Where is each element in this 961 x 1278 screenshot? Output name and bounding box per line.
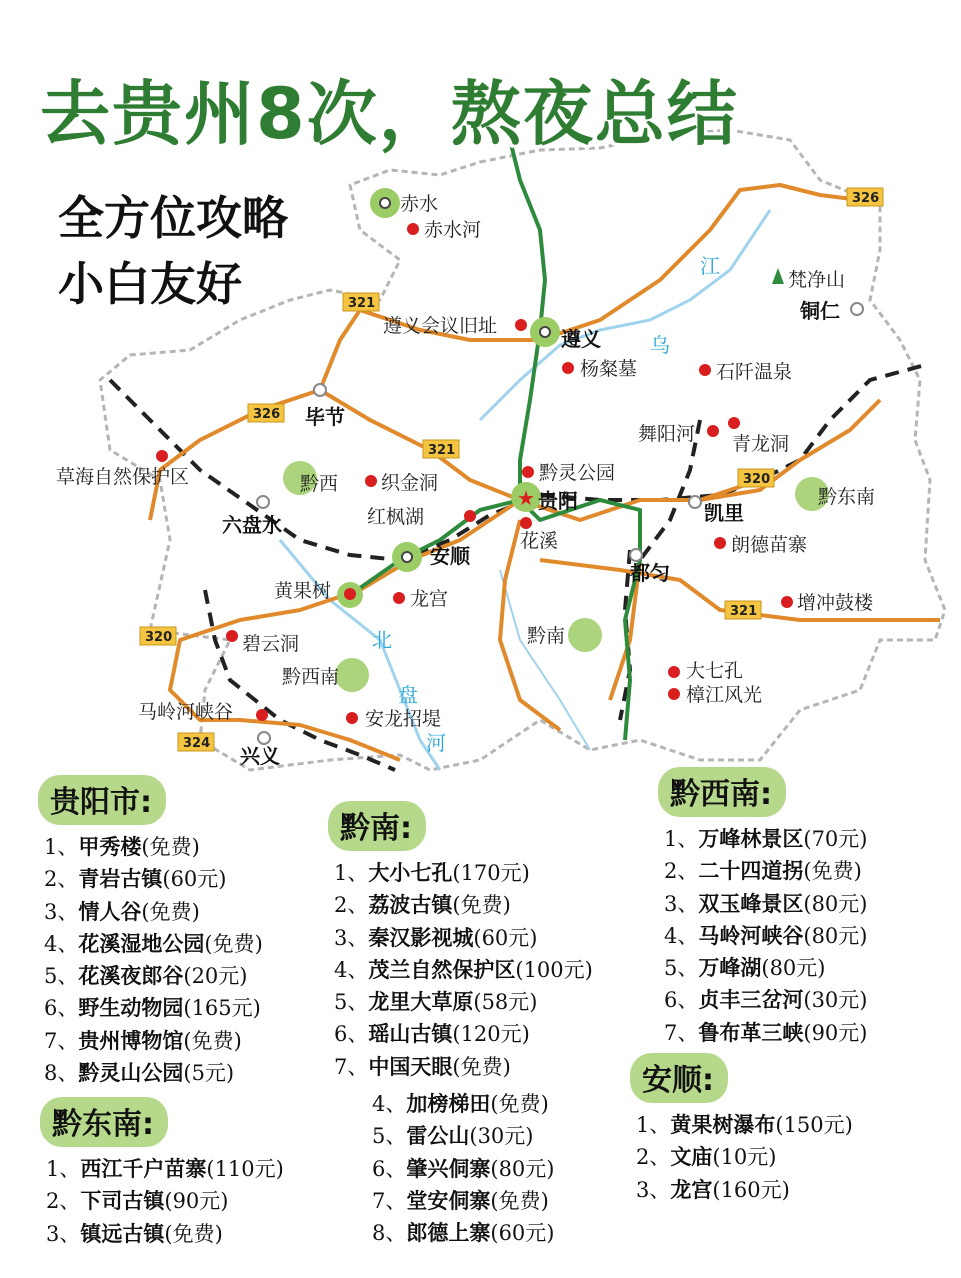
spot-label: 赤水河 <box>424 219 482 241</box>
section-qiannan <box>328 801 593 1083</box>
city-marker-liupanshui <box>257 496 269 508</box>
item-price: (90元) <box>803 1020 868 1045</box>
item-name: 野生动物园 <box>78 995 184 1021</box>
spot-dot <box>781 596 793 608</box>
section-qiandongnan <box>40 1097 284 1250</box>
list-item <box>636 1109 853 1141</box>
spot-dot <box>344 588 356 600</box>
item-price: (170元) <box>452 861 530 885</box>
item-price: (80元) <box>490 1156 555 1181</box>
spot-label: 舞阳河 <box>638 423 696 445</box>
list-item <box>664 855 867 887</box>
spot-dot <box>346 712 358 724</box>
item-price: (免费) <box>803 859 862 884</box>
item-name: 镇远古镇 <box>80 1220 165 1246</box>
item-number: 1、 <box>44 835 79 859</box>
city-marker-tongren <box>851 303 863 315</box>
list-item <box>44 1057 263 1089</box>
road-shield-label: 321 <box>348 296 376 311</box>
item-name: 下司古镇 <box>80 1188 165 1214</box>
spot-label: 草海自然保护区 <box>56 466 190 488</box>
region-label-qiannan: 黔南 <box>527 625 566 647</box>
item-price: (免费) <box>164 1221 223 1246</box>
list-item <box>46 1218 284 1250</box>
item-number: 7、 <box>372 1188 407 1213</box>
item-name: 万峰林景区 <box>698 826 804 851</box>
item-name: 情人谷 <box>78 898 142 924</box>
list-item <box>334 889 593 921</box>
city-label-bijie: 毕节 <box>305 405 345 429</box>
item-price: (5元) <box>183 1061 235 1086</box>
item-number: 3、 <box>334 925 369 950</box>
spot-dot <box>668 688 680 700</box>
region-label-qianxi: 黔西 <box>300 473 339 495</box>
item-number: 6、 <box>334 1022 369 1047</box>
list-item <box>334 857 593 889</box>
item-number: 8、 <box>372 1221 407 1246</box>
item-name: 肇兴侗寨 <box>406 1155 491 1181</box>
item-name: 青岩古镇 <box>78 866 163 892</box>
list-qiandongnan <box>46 1153 284 1250</box>
river-label: 北 <box>372 628 392 652</box>
item-price: (免费) <box>141 899 200 924</box>
spot-label: 梵净山 <box>788 269 846 291</box>
list-item <box>44 928 263 960</box>
city-label-liupanshui: 六盘水 <box>222 513 282 537</box>
item-price: (110元) <box>206 1157 284 1181</box>
item-number: 2、 <box>334 893 369 918</box>
item-number: 5、 <box>664 956 699 981</box>
road-shield-label: 321 <box>730 604 758 619</box>
item-number: 1、 <box>636 1113 671 1137</box>
item-price: (免费) <box>141 835 200 859</box>
item-price: (100元) <box>515 957 593 982</box>
city-label-duyun: 都匀 <box>630 561 670 585</box>
spot-label: 增冲鼓楼 <box>797 592 874 614</box>
item-price: (160元) <box>712 1177 790 1202</box>
item-number: 3、 <box>664 891 699 916</box>
spot-dot <box>407 223 419 235</box>
list-item <box>46 1153 284 1185</box>
item-number: 7、 <box>664 1020 699 1045</box>
item-name: 二十四道拐 <box>698 858 804 884</box>
list-item <box>664 823 867 855</box>
section-heading-guiyang: 贵阳市: <box>38 775 166 825</box>
item-number: 4、 <box>372 1092 407 1116</box>
item-name: 双玉峰景区 <box>698 890 804 916</box>
list-item <box>636 1174 853 1206</box>
spot-label: 安龙招堤 <box>365 708 442 730</box>
item-price: (20元) <box>183 964 248 989</box>
city-label-tongren: 铜仁 <box>800 299 840 323</box>
item-name: 马岭河峡谷 <box>698 922 804 948</box>
spot-label: 杨粲墓 <box>580 358 638 380</box>
item-number: 7、 <box>44 1028 79 1053</box>
list-guiyang <box>44 831 263 1089</box>
river-label: 盘 <box>398 683 418 707</box>
city-marker-xingyi <box>258 732 270 744</box>
region-label-qiandongnan: 黔东南 <box>818 486 876 508</box>
item-price: (60元) <box>162 867 227 892</box>
road-shield-label: 324 <box>183 736 211 751</box>
item-name: 堂安侗寨 <box>406 1187 491 1213</box>
item-number: 5、 <box>334 990 369 1015</box>
city-label-guiyang: 贵阳 <box>538 489 578 513</box>
city-marker-kaili <box>689 496 701 508</box>
spot-dot <box>728 417 740 429</box>
spot-dot <box>393 592 405 604</box>
item-number: 3、 <box>636 1177 671 1202</box>
item-name: 万峰湖 <box>698 955 762 981</box>
item-price: (免费) <box>490 1188 549 1213</box>
item-price: (120元) <box>452 1022 530 1047</box>
river-label: 河 <box>426 731 446 755</box>
region-dot-qiannan <box>568 618 602 652</box>
item-number: 2、 <box>44 867 79 892</box>
item-number: 7、 <box>334 1054 369 1079</box>
list-item <box>334 1051 593 1083</box>
item-number: 3、 <box>44 899 79 924</box>
item-price: (60元) <box>490 1221 555 1246</box>
item-price: (80元) <box>803 923 868 948</box>
road-shield-label: 326 <box>852 191 880 206</box>
item-name: 郎德上寨 <box>406 1220 491 1246</box>
item-number: 5、 <box>44 964 79 989</box>
item-name: 文庙 <box>670 1144 713 1170</box>
list-item <box>44 992 263 1024</box>
list-item <box>664 1017 867 1049</box>
city-label-anshun: 安顺 <box>430 544 470 568</box>
list-item <box>44 1025 263 1057</box>
river-label: 江 <box>700 254 720 278</box>
list-qianxinan <box>664 823 867 1049</box>
item-name: 贵州博物馆 <box>78 1027 184 1053</box>
item-price: (免费) <box>452 1054 511 1079</box>
list-item <box>46 1185 284 1217</box>
item-number: 2、 <box>46 1189 81 1214</box>
item-price: (58元) <box>473 990 538 1015</box>
road-shield-label: 320 <box>743 472 771 487</box>
item-price: (免费) <box>204 931 263 956</box>
city-marker-bijie <box>314 384 326 396</box>
list-item <box>44 960 263 992</box>
item-price: (70元) <box>803 827 868 851</box>
item-name: 鲁布革三峡 <box>698 1019 804 1045</box>
item-number: 2、 <box>664 859 699 884</box>
item-name: 中国天眼 <box>368 1053 453 1079</box>
spot-label: 大七孔 <box>686 660 744 682</box>
list-item <box>664 952 867 984</box>
list-item <box>44 896 263 928</box>
item-name: 加榜梯田 <box>406 1091 491 1116</box>
list-item <box>664 888 867 920</box>
spot-label: 遵义会议旧址 <box>383 315 498 337</box>
list-item <box>334 1018 593 1050</box>
list-item <box>372 1120 554 1152</box>
item-name: 花溪夜郎谷 <box>78 963 184 989</box>
list-item <box>334 986 593 1018</box>
spot-label: 织金洞 <box>381 472 439 494</box>
item-price: (165元) <box>183 996 261 1021</box>
spot-dot <box>256 709 268 721</box>
section-heading-qianxinan: 黔西南: <box>658 767 786 817</box>
list-anshun <box>636 1109 853 1206</box>
spot-dot <box>699 364 711 376</box>
city-label-kaili: 凯里 <box>704 501 744 525</box>
guiyang-star-icon: ★ <box>517 486 535 510</box>
city-label-xingyi: 兴义 <box>240 744 280 768</box>
city-marker-duyun <box>630 549 642 561</box>
spot-label: 碧云洞 <box>242 633 300 655</box>
spot-label: 花溪 <box>520 530 559 552</box>
item-name: 荔波古镇 <box>368 892 453 918</box>
item-name: 大小七孔 <box>368 860 453 885</box>
item-number: 2、 <box>636 1145 671 1170</box>
list-item <box>636 1141 853 1173</box>
item-number: 4、 <box>44 931 79 956</box>
item-name: 西江千户苗寨 <box>80 1156 207 1181</box>
item-price: (30元) <box>469 1124 534 1149</box>
section-qiandongnan-more <box>366 1088 554 1249</box>
spot-dot <box>520 517 532 529</box>
item-number: 1、 <box>46 1157 81 1181</box>
list-item <box>372 1088 554 1120</box>
spot-label: 樟江风光 <box>686 684 763 706</box>
item-number: 1、 <box>334 861 369 885</box>
list-item <box>372 1185 554 1217</box>
list-item <box>44 831 263 863</box>
section-heading-qiannan: 黔南: <box>328 801 426 851</box>
item-number: 5、 <box>372 1124 407 1149</box>
list-item <box>372 1217 554 1249</box>
spot-label: 黄果树 <box>274 580 332 602</box>
item-name: 茂兰自然保护区 <box>368 956 516 982</box>
item-price: (80元) <box>803 891 868 916</box>
spot-dot <box>464 510 476 522</box>
item-price: (免费) <box>490 1092 549 1116</box>
list-item <box>334 954 593 986</box>
subtitle-line1: 全方位攻略 <box>58 191 288 245</box>
list-qiannan <box>334 857 593 1083</box>
item-price: (80元) <box>761 956 826 981</box>
item-number: 8、 <box>44 1061 79 1086</box>
item-price: (30元) <box>803 988 868 1013</box>
spot-dot <box>522 466 534 478</box>
list-item <box>664 920 867 952</box>
section-qianxinan <box>658 767 867 1049</box>
section-guiyang <box>38 775 263 1089</box>
spot-label: 石阡温泉 <box>716 361 793 383</box>
item-name: 黄果树瀑布 <box>670 1112 776 1137</box>
spot-dot <box>226 630 238 642</box>
item-number: 3、 <box>46 1221 81 1246</box>
item-price: (10元) <box>712 1145 777 1170</box>
section-heading-anshun: 安顺: <box>630 1053 728 1103</box>
spot-label: 红枫湖 <box>367 506 425 528</box>
spot-dot <box>562 362 574 374</box>
item-name: 秦汉影视城 <box>368 924 474 950</box>
section-anshun <box>630 1053 853 1206</box>
spot-label: 朗德苗寨 <box>731 534 808 556</box>
item-number: 6、 <box>44 996 79 1021</box>
list-item <box>334 922 593 954</box>
spot-label: 黔灵公园 <box>539 462 616 484</box>
list-item <box>372 1153 554 1185</box>
subtitle-line2: 小白友好 <box>58 257 242 311</box>
river-label: 乌 <box>650 333 670 357</box>
item-name: 贞丰三岔河 <box>698 987 804 1013</box>
item-number: 1、 <box>664 827 699 851</box>
list-item <box>664 984 867 1016</box>
item-price: (免费) <box>452 893 511 918</box>
page-title: 去贵州8次，熬夜总结 <box>40 73 739 155</box>
list-item <box>44 863 263 895</box>
spot-label: 马岭河峡谷 <box>138 701 234 723</box>
item-number: 6、 <box>372 1156 407 1181</box>
spot-label: 青龙洞 <box>732 433 790 455</box>
item-price: (60元) <box>473 925 538 950</box>
item-price: (免费) <box>183 1028 242 1053</box>
spot-dot <box>156 450 168 462</box>
item-number: 4、 <box>334 957 369 982</box>
road-shield-label: 321 <box>428 443 456 458</box>
spot-dot <box>515 319 527 331</box>
spot-dot <box>668 666 680 678</box>
region-dot-qianxinan <box>335 658 369 692</box>
item-name: 龙里大草原 <box>368 989 474 1015</box>
city-label-zunyi: 遵义 <box>561 327 601 351</box>
item-price: (150元) <box>775 1113 853 1137</box>
item-name: 甲秀楼 <box>78 834 142 859</box>
road-shield-label: 326 <box>253 407 281 422</box>
item-price: (90元) <box>164 1189 229 1214</box>
spot-label: 龙宫 <box>410 588 449 610</box>
region-label-qianxinan: 黔西南 <box>282 666 340 688</box>
item-name: 雷公山 <box>406 1123 470 1149</box>
road-shield-label: 320 <box>145 630 173 645</box>
item-name: 瑶山古镇 <box>368 1021 453 1047</box>
list-qiandongnan-more <box>372 1088 554 1249</box>
city-label-chishui: 赤水 <box>400 193 439 215</box>
item-name: 花溪湿地公园 <box>78 930 205 956</box>
spot-dot <box>707 425 719 437</box>
spot-dot <box>714 537 726 549</box>
spot-dot <box>365 475 377 487</box>
section-heading-qiandongnan: 黔东南: <box>40 1097 168 1147</box>
item-number: 6、 <box>664 988 699 1013</box>
item-name: 龙宫 <box>670 1176 713 1202</box>
item-number: 4、 <box>664 923 699 948</box>
item-name: 黔灵山公园 <box>78 1060 184 1086</box>
